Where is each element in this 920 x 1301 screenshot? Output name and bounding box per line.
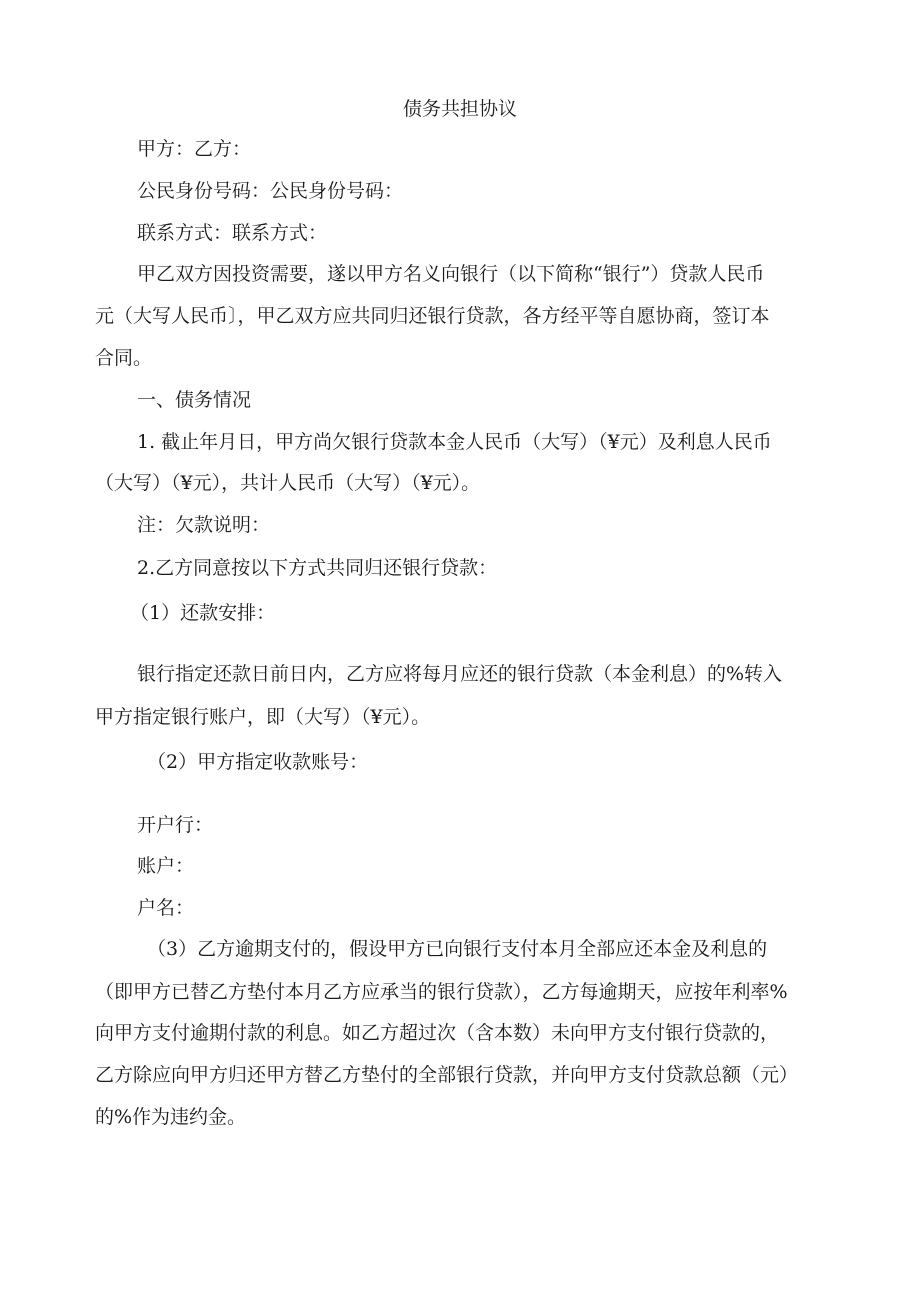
bank-line: 开户行： [137, 814, 214, 836]
item2-line: 2.乙方同意按以下方式共同归还银行贷款： [137, 557, 498, 579]
sub1-text-line-2: 甲方指定银行账户，即（大写）（¥元）。 [95, 706, 431, 728]
contact-line: 联系方式：联系方式： [137, 222, 328, 244]
note-line: 注：欠款说明： [137, 514, 271, 536]
intro-line-2: 元（大写人民币〕，甲乙双方应共同归还银行贷款，各方经平等自愿协商，签订本 [95, 305, 770, 327]
account-name-line: 户名： [137, 897, 195, 919]
sub3-line-4: 乙方除应向甲方归还甲方替乙方垫付的全部银行贷款，并向甲方支付贷款总额（元） [95, 1064, 799, 1086]
document-title: 债务共担协议 [402, 98, 517, 120]
sub1-text-line-1: 银行指定还款日前日内，乙方应将每月应还的银行贷款（本金利息）的%转入 [137, 663, 783, 685]
sub2-heading: （2）甲方指定收款账号： [147, 751, 369, 773]
sub3-line-3: 向甲方支付逾期付款的利息。如乙方超过次（含本数）未向甲方支付银行贷款的， [95, 1022, 780, 1044]
sub3-line-5: 的%作为违约金。 [95, 1106, 247, 1128]
party-line: 甲方：乙方： [137, 138, 252, 160]
id-number-line: 公民身份号码：公民身份号码： [137, 180, 404, 202]
intro-line-3: 合同。 [95, 347, 153, 369]
sub1-heading: （1）还款安排： [130, 602, 276, 624]
intro-line-1: 甲乙双方因投资需要，遂以甲方名义向银行（以下简称“银行”）贷款人民币 [137, 263, 765, 285]
sub3-line-1: （3）乙方逾期支付的，假设甲方已向银行支付本月全部应还本金及利息的 [147, 938, 768, 960]
item1-line-2: （大写）（¥元），共计人民币（大写）（¥元）。 [95, 472, 481, 494]
account-line: 账户： [137, 855, 195, 877]
sub3-line-2: （即甲方已替乙方垫付本月乙方应承当的银行贷款），乙方每逾期天，应按年利率% [95, 981, 788, 1003]
section1-heading: 一、债务情况 [137, 389, 252, 411]
item1-line-1: 1. 截止年月日，甲方尚欠银行贷款本金人民币（大写）（¥元）及利息人民币 [137, 431, 772, 453]
